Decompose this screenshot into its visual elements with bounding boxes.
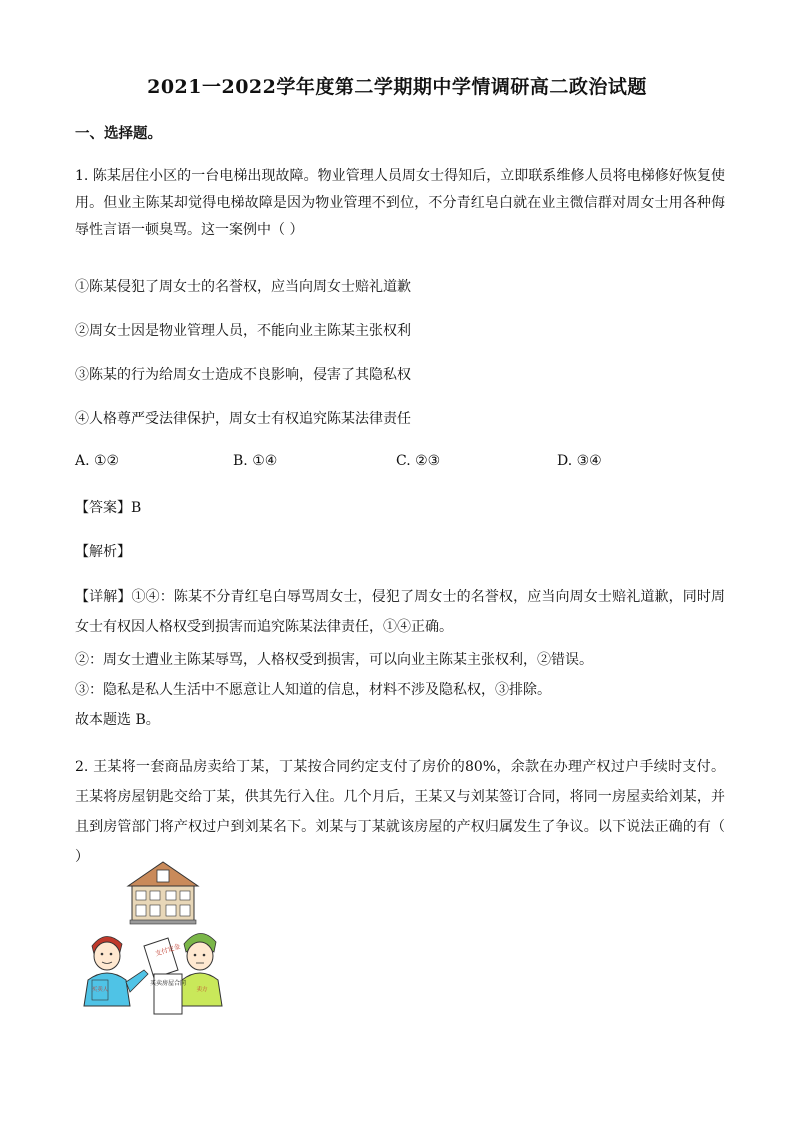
q1-option-b: B. ①④ — [233, 453, 278, 469]
q1-option-a: A. ①② — [75, 453, 120, 469]
q1-statement-1: ①陈某侵犯了周女士的名誉权，应当向周女士赔礼道歉 — [75, 279, 411, 295]
seller-figure — [178, 933, 222, 1006]
q1-statement-2: ②周女士因是物业管理人员，不能向业主陈某主张权利 — [75, 323, 411, 339]
buyer-label: 买卖人 — [91, 987, 109, 993]
q1-conclusion: 故本题选 B。 — [75, 712, 160, 728]
question-2-stem: 2. 王某将一套商品房卖给丁某，丁某按合同约定支付了房价的80%，余款在办理产权过户手续时支付。王某将房屋钥匙交给丁某，供其先行入住。几个月后，王某又与刘某签订合同，将同一房屋卖给刘某，并且到房管部门将产权过户到刘某名下。刘某与丁某就该房屋的产权归属发生了争议。以下说法正确的有（ ） — [75, 759, 725, 865]
q1-option-d: D. ③④ — [557, 453, 602, 469]
q1-analysis-heading: 【解析】 — [75, 544, 131, 560]
section-heading: 一、选择题。 — [75, 125, 162, 142]
question-1-stem: 1. 陈某居住小区的一台电梯出现故障。物业管理人员周女士得知后，立即联系维修人员将电梯修好恢复使用。但业主陈某却觉得电梯故障是因为物业管理不到位，不分青红皂白就在业主微信群对周女士用各种侮辱性言语一顿臭骂。这一案例中（ ） — [75, 168, 725, 238]
house-sale-illustration — [78, 858, 228, 1018]
q1-detail-1: 【详解】①④：陈某不分青红皂白辱骂周女士，侵犯了周女士的名誉权，应当向周女士赔礼道歉，同时周女士有权因人格权受到损害而追究陈某法律责任，①④正确。 — [75, 589, 725, 635]
q1-detail-3: ③：隐私是私人生活中不愿意让人知道的信息，材料不涉及隐私权，③排除。 — [75, 682, 551, 698]
seller-label: 卖方 — [196, 987, 208, 993]
q1-statement-3: ③陈某的行为给周女士造成不良影响，侵害了其隐私权 — [75, 367, 411, 383]
contract-document — [150, 974, 186, 1014]
buyer-figure — [84, 936, 148, 1006]
house-icon — [128, 862, 198, 924]
q1-option-c: C. ②③ — [396, 453, 441, 469]
paper-text: 支付定金 — [154, 942, 182, 958]
q1-detail-2: ②：周女士遭业主陈某辱骂，人格权受到损害，可以向业主陈某主张权利，②错误。 — [75, 652, 593, 668]
contract-text: 买卖房屋合同 — [149, 980, 187, 987]
page-title: 2021一2022学年度第二学期期中学情调研高二政治试题 — [147, 76, 647, 98]
q1-answer: 【答案】B — [75, 500, 142, 516]
deposit-paper — [144, 938, 182, 978]
q1-statement-4: ④人格尊严受法律保护，周女士有权追究陈某法律责任 — [75, 411, 411, 427]
